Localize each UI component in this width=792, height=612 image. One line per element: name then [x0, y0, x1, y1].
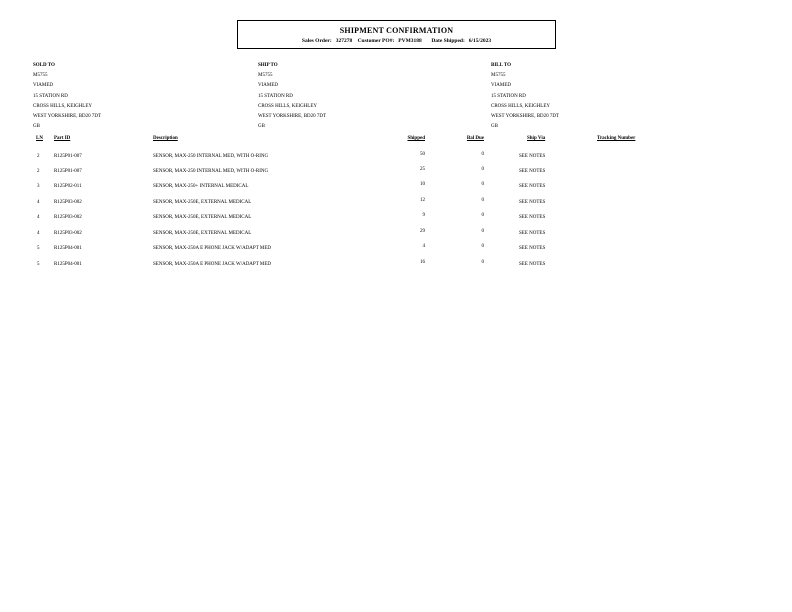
row-description: SENSOR, MAX-250E, EXTERNAL MEDICAL: [153, 215, 252, 220]
row-description: SENSOR, MAX-250E, EXTERNAL MEDICAL: [153, 231, 252, 236]
row-description: SENSOR, MAX-250A E PHONE JACK W/ADAPT MED: [153, 262, 272, 267]
row-line-number: 4: [37, 231, 40, 236]
row-ship-via: SEE NOTES: [519, 154, 546, 159]
sold-to-line: CROSS HILLS, KEIGHLEY: [33, 103, 93, 109]
row-part-id: R125P03-002: [54, 215, 82, 220]
ship-to-block: [258, 61, 458, 132]
row-ship-via: SEE NOTES: [519, 184, 546, 189]
row-part-id: R125P03-002: [54, 231, 82, 236]
row-balance-due: 0: [481, 198, 484, 203]
column-header-tracking-number: Tracking Number: [597, 136, 636, 141]
row-balance-due: 0: [481, 244, 484, 249]
row-line-number: 5: [37, 246, 40, 251]
sold-to-line: WEST YORKSHIRE, BD20 7DT: [33, 114, 102, 120]
row-part-id: R125P02-011: [54, 184, 82, 189]
sales-order-label: Sales Order:: [301, 38, 332, 44]
row-line-number: 2: [37, 154, 40, 159]
date-shipped-label: Date Shipped:: [431, 38, 465, 44]
ship-to-line: VIAMED: [258, 83, 278, 89]
row-description: SENSOR, MAX-250E, EXTERNAL MEDICAL: [153, 200, 252, 205]
row-part-id: R125P04-001: [54, 262, 82, 267]
bill-to-line: WEST YORKSHIRE, BD20 7DT: [491, 114, 560, 120]
sold-to-line: GB: [33, 124, 40, 130]
ship-to-line: CROSS HILLS, KEIGHLEY: [258, 103, 318, 109]
bill-to-line: M5755: [491, 73, 506, 79]
row-shipped: 12: [420, 198, 425, 203]
row-ship-via: SEE NOTES: [519, 231, 546, 236]
ship-to-line: GB: [258, 124, 265, 130]
row-line-number: 2: [37, 169, 40, 174]
row-ship-via: SEE NOTES: [519, 169, 546, 174]
row-shipped: 25: [420, 167, 425, 172]
row-description: SENSOR, MAX-250 INTERNAL MED, WITH O-RING: [153, 169, 269, 174]
row-balance-due: 0: [481, 213, 484, 218]
row-ship-via: SEE NOTES: [519, 215, 546, 220]
row-part-id: R125P04-001: [54, 246, 82, 251]
column-header-bal-due: Bal Due: [466, 136, 484, 141]
header-box: [237, 20, 556, 49]
row-ship-via: SEE NOTES: [519, 246, 546, 251]
column-header-ship-via: Ship Via: [527, 136, 546, 141]
order-summary-line: [238, 38, 555, 44]
row-shipped: 10: [420, 182, 425, 187]
sold-to-line: 15 STATION RD: [33, 93, 68, 99]
row-ship-via: SEE NOTES: [519, 200, 546, 205]
bill-to-line: GB: [491, 124, 498, 130]
column-header-ln: LN: [36, 136, 43, 141]
row-shipped: 29: [420, 229, 425, 234]
sold-to-block: [33, 61, 233, 132]
bill-to-line: CROSS HILLS, KEIGHLEY: [491, 103, 551, 109]
row-line-number: 5: [37, 262, 40, 267]
column-header-shipped: Shipped: [407, 136, 425, 141]
column-header-part-id: Part ID: [54, 136, 71, 141]
row-part-id: R125P01-007: [54, 154, 82, 159]
date-shipped-value: 6/15/2023: [468, 38, 492, 44]
bill-to-line: VIAMED: [491, 83, 511, 89]
row-shipped: 4: [422, 244, 425, 249]
row-line-number: 4: [37, 200, 40, 205]
ship-to-line: 15 STATION RD: [258, 93, 293, 99]
row-balance-due: 0: [481, 229, 484, 234]
row-balance-due: 0: [481, 152, 484, 157]
row-balance-due: 0: [481, 260, 484, 265]
row-description: SENSOR, MAX-250A E PHONE JACK W/ADAPT MED: [153, 246, 272, 251]
customer-po-label: Customer PO#:: [357, 38, 395, 44]
row-shipped: 16: [420, 260, 425, 265]
document-title: SHIPMENT CONFIRMATION: [339, 26, 454, 35]
row-line-number: 4: [37, 215, 40, 220]
sold-to-label: SOLD TO: [33, 63, 55, 68]
row-shipped: 9: [422, 213, 425, 218]
bill-to-line: 15 STATION RD: [491, 93, 526, 99]
sales-order-value: 327278: [335, 38, 353, 44]
row-balance-due: 0: [481, 167, 484, 172]
ship-to-label: SHIP TO: [258, 63, 278, 68]
row-description: SENSOR, MAX-250 INTERNAL MED, WITH O-RING: [153, 154, 269, 159]
sold-to-line: M5755: [33, 73, 48, 79]
row-part-id: R125P03-002: [54, 200, 82, 205]
row-part-id: R125P01-007: [54, 169, 82, 174]
bill-to-block: [491, 61, 691, 132]
ship-to-line: WEST YORKSHIRE, BD20 7DT: [258, 114, 327, 120]
ship-to-line: M5755: [258, 73, 273, 79]
row-line-number: 3: [37, 184, 40, 189]
row-ship-via: SEE NOTES: [519, 262, 546, 267]
row-shipped: 50: [420, 152, 425, 157]
sold-to-line: VIAMED: [33, 83, 53, 89]
customer-po-value: PVM3188: [398, 38, 422, 44]
row-description: SENSOR, MAX-250+ INTERNAL MEDICAL: [153, 184, 249, 189]
bill-to-label: BILL TO: [491, 63, 511, 68]
row-balance-due: 0: [481, 182, 484, 187]
column-header-description: Description: [153, 136, 178, 141]
